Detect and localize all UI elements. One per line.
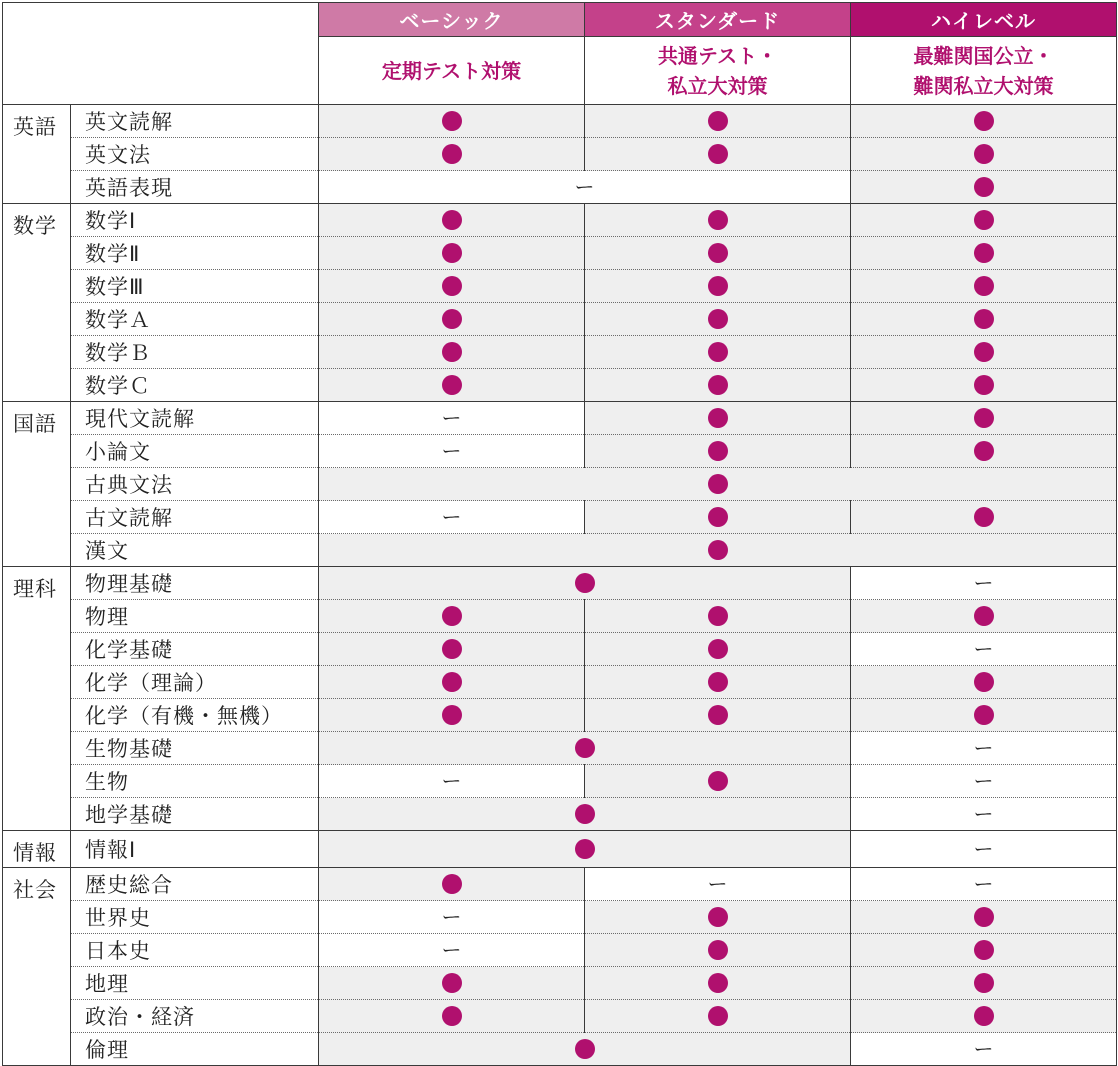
- table-row: [3, 567, 1117, 600]
- subject-label: 数学Ⅱ: [71, 237, 319, 270]
- not-included-dash: ー: [973, 636, 994, 661]
- availability-cell: [319, 934, 585, 967]
- included-dot-icon: [974, 973, 994, 993]
- included-dot-icon: [708, 243, 728, 263]
- table-row: [3, 402, 1117, 435]
- included-dot-icon: [974, 507, 994, 527]
- included-dot-icon: [974, 907, 994, 927]
- table-row: [3, 336, 1117, 369]
- table-row: [3, 901, 1117, 934]
- availability-cell: [585, 1000, 851, 1033]
- subject-label: 数学Ⅰ: [71, 204, 319, 237]
- included-dot-icon: [442, 342, 462, 362]
- availability-cell: [851, 934, 1117, 967]
- subject-label: 化学基礎: [71, 633, 319, 666]
- availability-cell: [319, 138, 585, 171]
- included-dot-icon: [974, 672, 994, 692]
- table-row: [3, 534, 1117, 567]
- category-label: 数学: [3, 204, 71, 402]
- availability-cell: [585, 934, 851, 967]
- included-dot-icon: [442, 243, 462, 263]
- included-dot-icon: [708, 375, 728, 395]
- included-dot-icon: [442, 874, 462, 894]
- included-dot-icon: [974, 705, 994, 725]
- availability-cell: [319, 402, 585, 435]
- availability-cell: [851, 171, 1117, 204]
- availability-cell: [851, 435, 1117, 468]
- included-dot-icon: [575, 573, 595, 593]
- availability-cell: [851, 699, 1117, 732]
- table-row: [3, 798, 1117, 831]
- category-label: 理科: [3, 567, 71, 831]
- subject-label: 政治・経済: [71, 1000, 319, 1033]
- availability-cell: [851, 666, 1117, 699]
- included-dot-icon: [442, 672, 462, 692]
- availability-cell: [319, 369, 585, 402]
- subject-label: 生物基礎: [71, 732, 319, 765]
- subject-label: 歴史総合: [71, 868, 319, 901]
- included-dot-icon: [708, 907, 728, 927]
- table-row: [3, 138, 1117, 171]
- availability-cell: [851, 732, 1117, 765]
- availability-cell: [319, 237, 585, 270]
- table-row: [3, 1033, 1117, 1066]
- included-dot-icon: [974, 408, 994, 428]
- availability-cell: [585, 369, 851, 402]
- table-row: [3, 633, 1117, 666]
- not-included-dash: ー: [441, 405, 462, 430]
- included-dot-icon: [708, 408, 728, 428]
- table-row: [3, 501, 1117, 534]
- subject-label: 物理基礎: [71, 567, 319, 600]
- availability-cell: [851, 501, 1117, 534]
- availability-cell: [585, 868, 851, 901]
- not-included-dash: ー: [574, 174, 595, 199]
- subject-label: 数学Ｂ: [71, 336, 319, 369]
- subject-label: 情報Ⅰ: [71, 831, 319, 868]
- availability-cell: [851, 868, 1117, 901]
- availability-cell: [851, 270, 1117, 303]
- availability-cell: [851, 567, 1117, 600]
- availability-cell: [319, 901, 585, 934]
- included-dot-icon: [708, 1006, 728, 1026]
- subject-label: 地学基礎: [71, 798, 319, 831]
- included-dot-icon: [974, 1006, 994, 1026]
- availability-cell: [585, 435, 851, 468]
- included-dot-icon: [442, 276, 462, 296]
- availability-cell: [585, 138, 851, 171]
- table-row: [3, 967, 1117, 1000]
- level-target-basic: 定期テスト対策: [319, 37, 585, 105]
- included-dot-icon: [575, 839, 595, 859]
- availability-cell: [585, 699, 851, 732]
- included-dot-icon: [974, 940, 994, 960]
- table-row: [3, 831, 1117, 868]
- availability-cell: [585, 765, 851, 798]
- not-included-dash: ー: [973, 836, 994, 861]
- not-included-dash: ー: [973, 768, 994, 793]
- availability-cell: [319, 765, 585, 798]
- availability-cell: [851, 105, 1117, 138]
- subject-label: 漢文: [71, 534, 319, 567]
- availability-cell: [319, 1033, 851, 1066]
- table-row: [3, 600, 1117, 633]
- availability-cell: [851, 765, 1117, 798]
- included-dot-icon: [442, 606, 462, 626]
- availability-cell: [319, 699, 585, 732]
- availability-cell: [319, 600, 585, 633]
- subject-label: 倫理: [71, 1033, 319, 1066]
- availability-cell: [585, 402, 851, 435]
- table-row: [3, 171, 1117, 204]
- availability-cell: [319, 270, 585, 303]
- category-label: 英語: [3, 105, 71, 204]
- included-dot-icon: [974, 243, 994, 263]
- level-name-high: ハイレベル: [851, 3, 1117, 37]
- availability-cell: [319, 171, 851, 204]
- not-included-dash: ー: [973, 801, 994, 826]
- subject-label: 地理: [71, 967, 319, 1000]
- availability-cell: [319, 967, 585, 1000]
- table-row: [3, 303, 1117, 336]
- availability-cell: [851, 303, 1117, 336]
- included-dot-icon: [442, 973, 462, 993]
- included-dot-icon: [974, 606, 994, 626]
- availability-cell: [585, 303, 851, 336]
- level-name-standard: スタンダード: [585, 3, 851, 37]
- subject-label: 古典文法: [71, 468, 319, 501]
- table-row: [3, 868, 1117, 901]
- availability-cell: [851, 1000, 1117, 1033]
- included-dot-icon: [708, 606, 728, 626]
- included-dot-icon: [708, 540, 728, 560]
- subject-label: 生物: [71, 765, 319, 798]
- table-row: [3, 237, 1117, 270]
- availability-cell: [585, 204, 851, 237]
- subject-label: 英語表現: [71, 171, 319, 204]
- category-label: 国語: [3, 402, 71, 567]
- table-row: [3, 666, 1117, 699]
- not-included-dash: ー: [973, 570, 994, 595]
- level-target-high: 最難関国公立・ 難関私立大対策: [851, 37, 1117, 105]
- table-row: [3, 1000, 1117, 1033]
- not-included-dash: ー: [973, 1036, 994, 1061]
- not-included-dash: ー: [707, 871, 728, 896]
- included-dot-icon: [974, 309, 994, 329]
- availability-cell: [319, 633, 585, 666]
- not-included-dash: ー: [441, 768, 462, 793]
- availability-cell: [319, 105, 585, 138]
- included-dot-icon: [708, 639, 728, 659]
- level-name-basic: ベーシック: [319, 3, 585, 37]
- availability-cell: [319, 534, 1117, 567]
- availability-cell: [319, 831, 851, 868]
- availability-cell: [851, 798, 1117, 831]
- availability-cell: [319, 868, 585, 901]
- not-included-dash: ー: [973, 735, 994, 760]
- included-dot-icon: [708, 441, 728, 461]
- table-row: [3, 435, 1117, 468]
- included-dot-icon: [708, 973, 728, 993]
- table-row: [3, 934, 1117, 967]
- availability-cell: [851, 967, 1117, 1000]
- subject-label: 小論文: [71, 435, 319, 468]
- availability-cell: [585, 270, 851, 303]
- included-dot-icon: [708, 474, 728, 494]
- table-row: [3, 468, 1117, 501]
- subject-label: 日本史: [71, 934, 319, 967]
- level-target-standard: 共通テスト・ 私立大対策: [585, 37, 851, 105]
- subject-label: 化学（理論）: [71, 666, 319, 699]
- table-row: [3, 765, 1117, 798]
- included-dot-icon: [575, 1039, 595, 1059]
- not-included-dash: ー: [441, 438, 462, 463]
- subject-label: 現代文読解: [71, 402, 319, 435]
- availability-cell: [319, 567, 851, 600]
- availability-cell: [851, 1033, 1117, 1066]
- availability-cell: [585, 666, 851, 699]
- availability-cell: [851, 402, 1117, 435]
- availability-cell: [585, 901, 851, 934]
- availability-cell: [585, 105, 851, 138]
- header-corner: [3, 3, 319, 105]
- table-row: [3, 270, 1117, 303]
- availability-cell: [585, 501, 851, 534]
- availability-cell: [319, 435, 585, 468]
- availability-cell: [851, 633, 1117, 666]
- availability-cell: [851, 204, 1117, 237]
- included-dot-icon: [708, 111, 728, 131]
- not-included-dash: ー: [441, 504, 462, 529]
- table-row: [3, 204, 1117, 237]
- availability-cell: [851, 901, 1117, 934]
- subject-label: 物理: [71, 600, 319, 633]
- included-dot-icon: [442, 210, 462, 230]
- included-dot-icon: [575, 804, 595, 824]
- table-row: [3, 105, 1117, 138]
- subject-label: 数学Ａ: [71, 303, 319, 336]
- table-row: [3, 732, 1117, 765]
- availability-cell: [319, 666, 585, 699]
- availability-cell: [319, 798, 851, 831]
- availability-cell: [319, 336, 585, 369]
- included-dot-icon: [708, 342, 728, 362]
- included-dot-icon: [974, 375, 994, 395]
- availability-cell: [851, 237, 1117, 270]
- course-comparison-table: [2, 2, 1117, 1066]
- availability-cell: [319, 468, 1117, 501]
- included-dot-icon: [974, 210, 994, 230]
- availability-cell: [851, 831, 1117, 868]
- category-label: 社会: [3, 868, 71, 1066]
- not-included-dash: ー: [441, 937, 462, 962]
- category-label: 情報: [3, 831, 71, 868]
- availability-cell: [851, 138, 1117, 171]
- availability-cell: [851, 336, 1117, 369]
- subject-label: 英文読解: [71, 105, 319, 138]
- included-dot-icon: [708, 210, 728, 230]
- table-row: [3, 699, 1117, 732]
- subject-label: 世界史: [71, 901, 319, 934]
- included-dot-icon: [708, 309, 728, 329]
- included-dot-icon: [708, 276, 728, 296]
- subject-label: 化学（有機・無機）: [71, 699, 319, 732]
- availability-cell: [585, 237, 851, 270]
- included-dot-icon: [708, 771, 728, 791]
- availability-cell: [319, 1000, 585, 1033]
- included-dot-icon: [442, 111, 462, 131]
- subject-label: 英文法: [71, 138, 319, 171]
- included-dot-icon: [708, 940, 728, 960]
- included-dot-icon: [442, 144, 462, 164]
- subject-label: 古文読解: [71, 501, 319, 534]
- included-dot-icon: [442, 1006, 462, 1026]
- availability-cell: [585, 633, 851, 666]
- availability-cell: [585, 336, 851, 369]
- included-dot-icon: [442, 639, 462, 659]
- included-dot-icon: [575, 738, 595, 758]
- included-dot-icon: [974, 441, 994, 461]
- included-dot-icon: [708, 144, 728, 164]
- availability-cell: [319, 303, 585, 336]
- availability-cell: [851, 369, 1117, 402]
- subject-label: 数学Ⅲ: [71, 270, 319, 303]
- included-dot-icon: [442, 309, 462, 329]
- level-name-row: [3, 3, 1117, 37]
- table-row: [3, 369, 1117, 402]
- included-dot-icon: [974, 111, 994, 131]
- included-dot-icon: [708, 507, 728, 527]
- not-included-dash: ー: [441, 904, 462, 929]
- subject-label: 数学Ｃ: [71, 369, 319, 402]
- included-dot-icon: [708, 705, 728, 725]
- included-dot-icon: [442, 375, 462, 395]
- included-dot-icon: [442, 705, 462, 725]
- not-included-dash: ー: [973, 871, 994, 896]
- availability-cell: [319, 501, 585, 534]
- included-dot-icon: [974, 177, 994, 197]
- included-dot-icon: [708, 672, 728, 692]
- availability-cell: [851, 600, 1117, 633]
- availability-cell: [319, 204, 585, 237]
- included-dot-icon: [974, 342, 994, 362]
- included-dot-icon: [974, 276, 994, 296]
- included-dot-icon: [974, 144, 994, 164]
- availability-cell: [585, 967, 851, 1000]
- availability-cell: [585, 600, 851, 633]
- availability-cell: [319, 732, 851, 765]
